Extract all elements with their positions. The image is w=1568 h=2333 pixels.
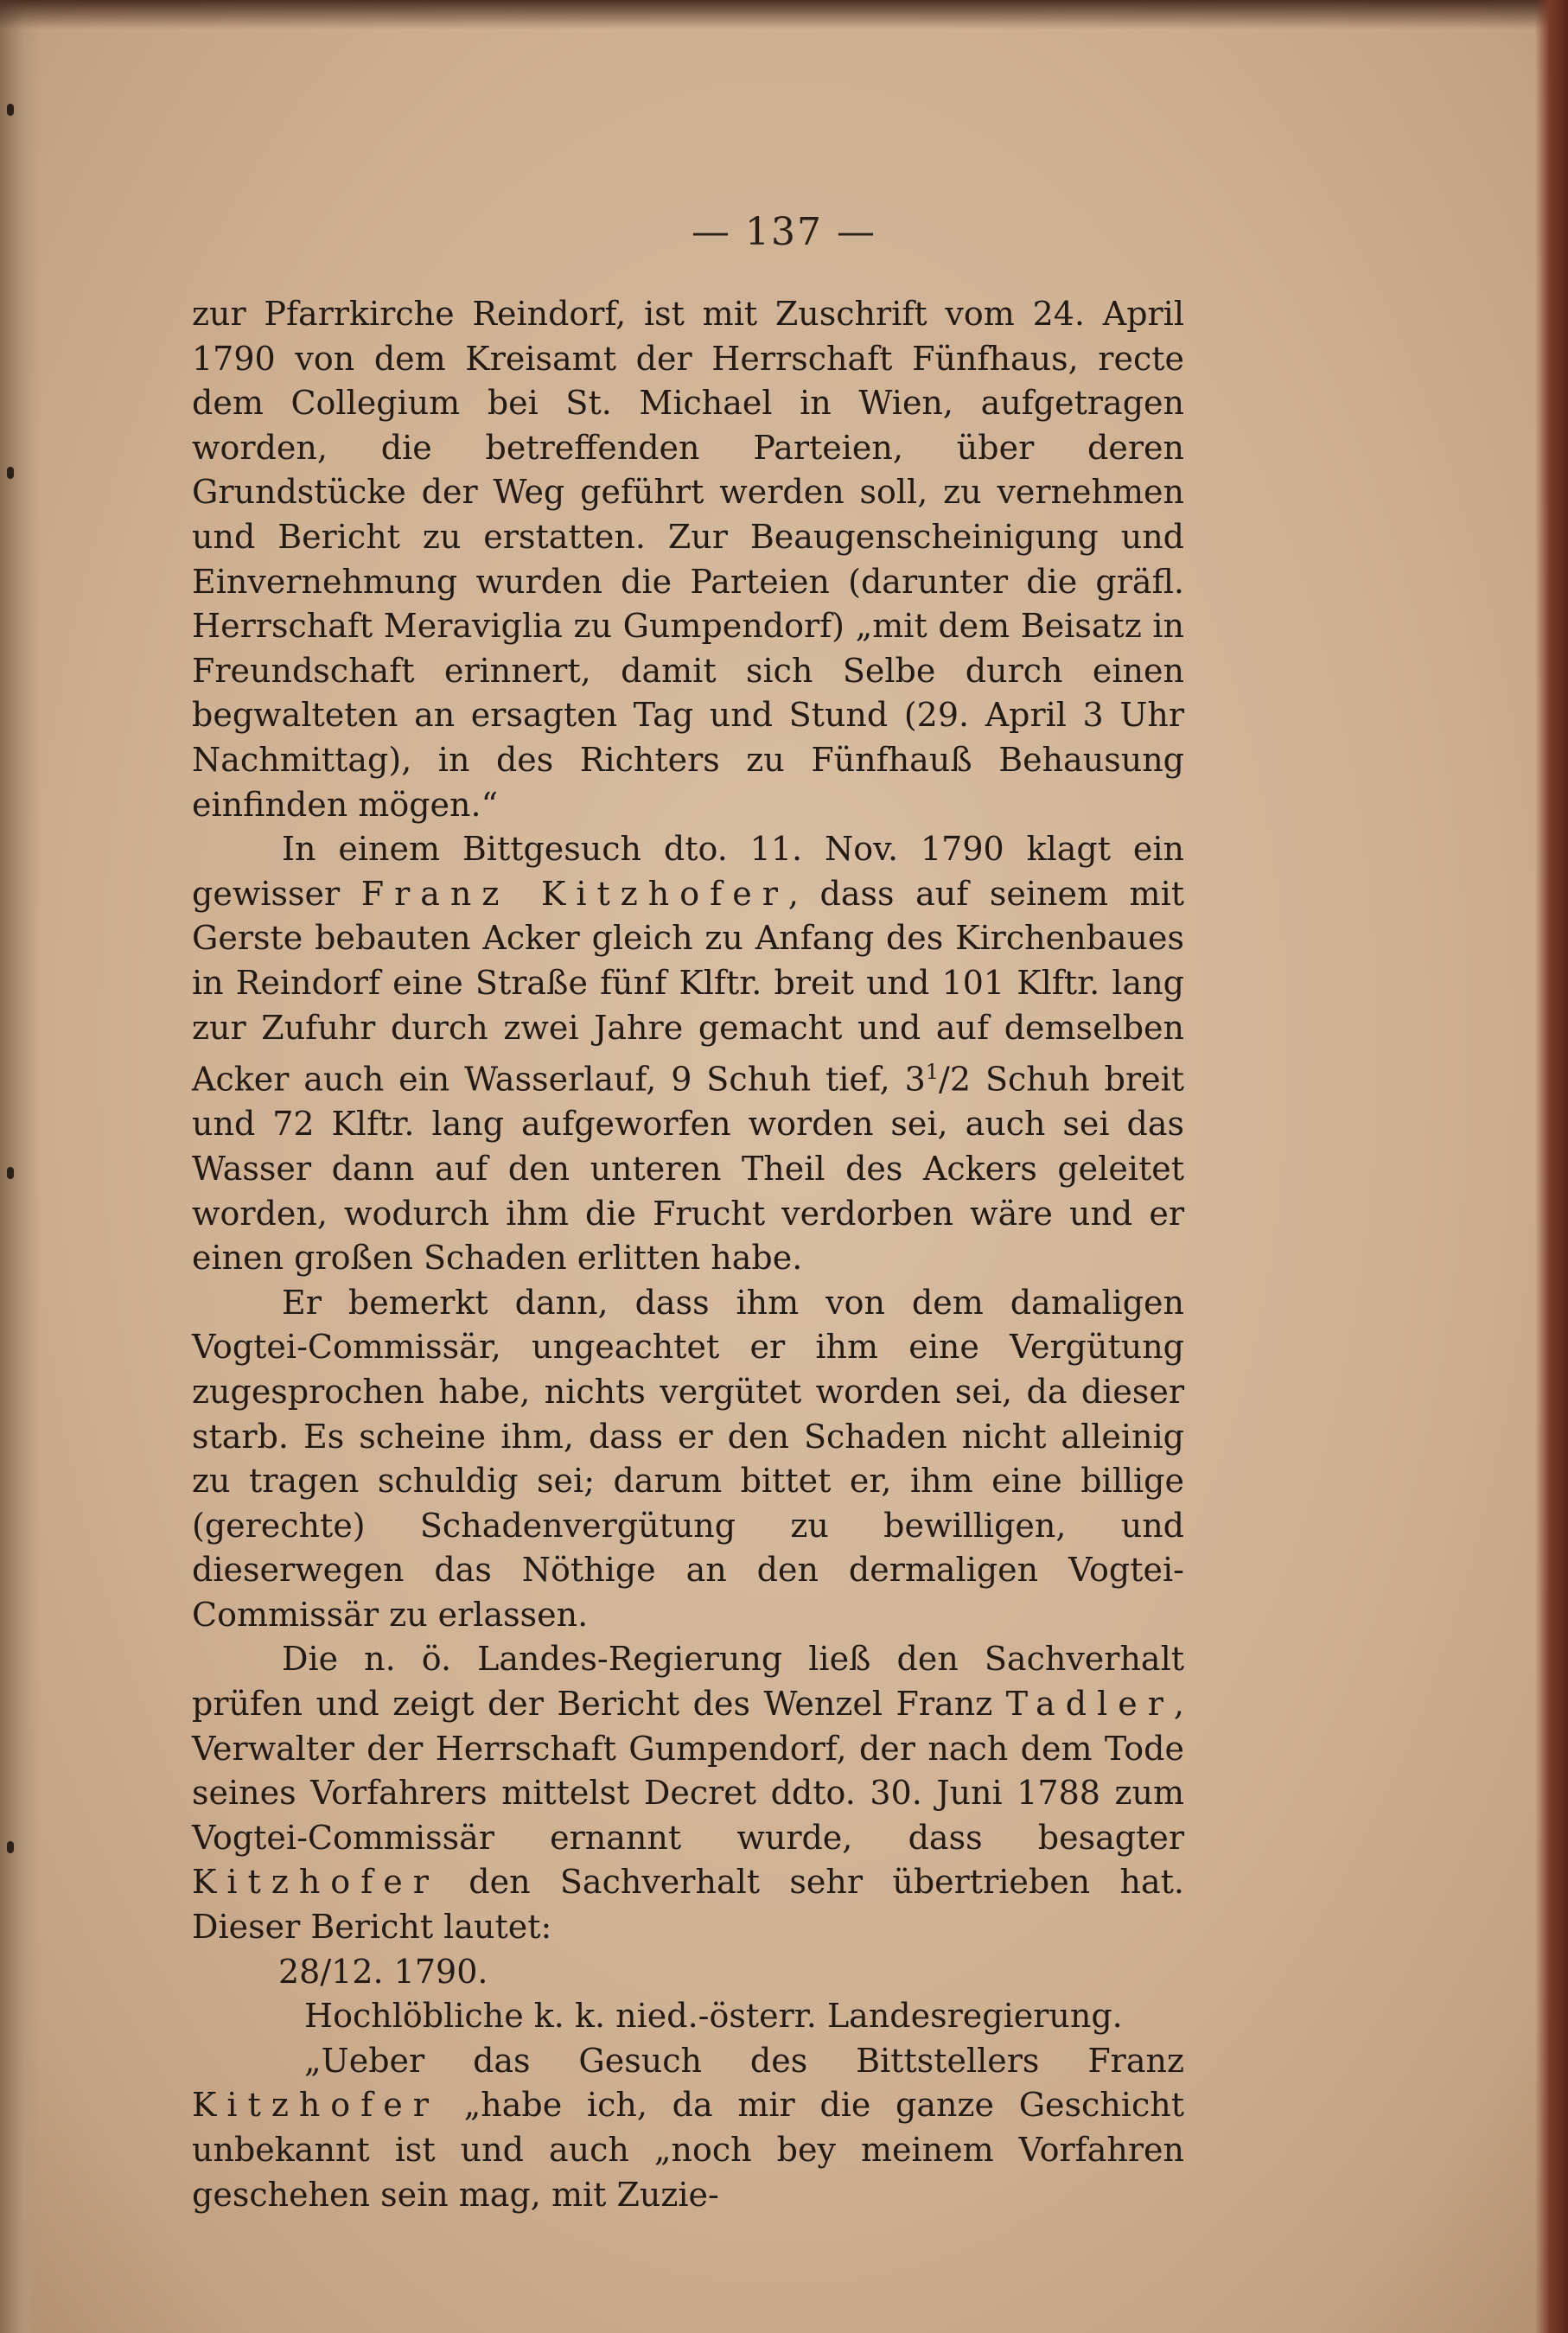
paragraph-2: [192, 827, 1184, 1281]
paragraph-2-end: Schuh breit und 72 Klftr. lang aufgeworfen worden sei, auch sei das Wasser dann auf den unteren Theil des Ackers geleitet worden, wodurch ihm die Frucht verdorben wäre und er einen großen Schaden erlitten habe.: [192, 1060, 1185, 1278]
paragraph-2-middle: , dass auf seinem mit Gerste bebauten Acker gleich zu Anfang des Kirchenbaues in Reindorf eine Straße fünf Klftr. breit und 101 Klftr. lang zur Zufuhr durch zwei Jahre gemacht und auf demselben Acker auch ein Wasserlauf, 9 Schuh tief, 3: [192, 874, 1184, 1099]
person-name: Tadler: [1005, 1685, 1174, 1724]
page-gutter: [0, 0, 40, 2333]
binding-thread-mark: [7, 1841, 14, 1853]
page-top-edge: [0, 0, 1568, 29]
quote-start: „Ueber das Gesuch des Bittstellers Franz: [304, 2041, 1184, 2080]
person-name: Kitzhofer: [192, 2086, 439, 2125]
book-cover-edge: [1535, 0, 1568, 2333]
letter-salutation: Hochlöbliche k. k. nied.-österr. Landesregierung.: [304, 1997, 1123, 2036]
paragraph-2-start: In einem Bittgesuch dto. 11. Nov. 1790 klagt ein gewisser: [192, 830, 1184, 913]
letter-date: 28/12. 1790.: [278, 1952, 488, 1991]
paragraph-4: [192, 1637, 1184, 1949]
body-text: [192, 292, 1184, 2217]
person-name: Franz Kitzhofer: [360, 874, 788, 913]
fraction-numerator: 1: [925, 1060, 940, 1085]
paragraph-4-start: Die n. ö. Landes-Regierung ließ den Sachverhalt prüfen und zeigt der Bericht des Wenzel Franz: [192, 1640, 1184, 1724]
binding-thread-mark: [7, 1167, 14, 1179]
page-number: — 137 —: [692, 210, 876, 254]
paragraph-4-middle: , Verwalter der Herrschaft Gumpendorf, der nach dem Tode seines Vorfahrers mittelst Decret ddto. 30. Juni 1788 zum Vogtei-Commissär ernannt wurde, dass besagter: [192, 1685, 1184, 1857]
quote-continuation: „habe ich, da mir die ganze Geschicht unbekannt ist und auch „noch bey meinem Vorfahren geschehen sein mag, mit Zuzie-: [192, 2086, 1184, 2214]
fraction-denominator: /2: [939, 1060, 972, 1099]
paragraph-3: Er bemerkt dann, dass ihm von dem damaligen Vogtei-Commissär, ungeachtet er ihm eine Vergütung zugesprochen habe, nichts vergütet worden sei, da dieser starb. Es scheine ihm, dass er den Schaden nicht alleinig zu tragen schuldig sei; darum bittet er, ihm eine billige (gerechte) Schadenvergütung zu bewilligen, und dieserwegen das Nöthige an den dermaligen Vogtei-Commissär zu erlassen.: [192, 1283, 1184, 1634]
person-name: Kitzhofer: [192, 1863, 439, 1902]
binding-thread-mark: [7, 467, 14, 479]
paragraph-4-end: den Sachverhalt sehr übertrieben hat. Dieser Bericht lautet:: [192, 1863, 1184, 1947]
binding-thread-mark: [7, 104, 14, 116]
paragraph-1: zur Pfarrkirche Reindorf, ist mit Zuschrift vom 24. April 1790 von dem Kreisamt der Herrschaft Fünfhaus, recte dem Collegium bei St. Michael in Wien, aufgetragen worden, die betreffenden Parteien, über deren Grundstücke der Weg geführt werden soll, zu vernehmen und Bericht zu erstatten. Zur Beaugenscheinigung und Einvernehmung wurden die Parteien (darunter die gräfl. Herrschaft Meraviglia zu Gumpendorf) „mit dem Beisatz in Freundschaft erinnert, damit sich Selbe durch einen begwalteten an ersagten Tag und Stund (29. April 3 Uhr Nachmittag), in des Richters zu Fünfhauß Behausung einfinden mögen.“: [192, 295, 1184, 824]
quoted-report: [192, 2039, 1184, 2217]
